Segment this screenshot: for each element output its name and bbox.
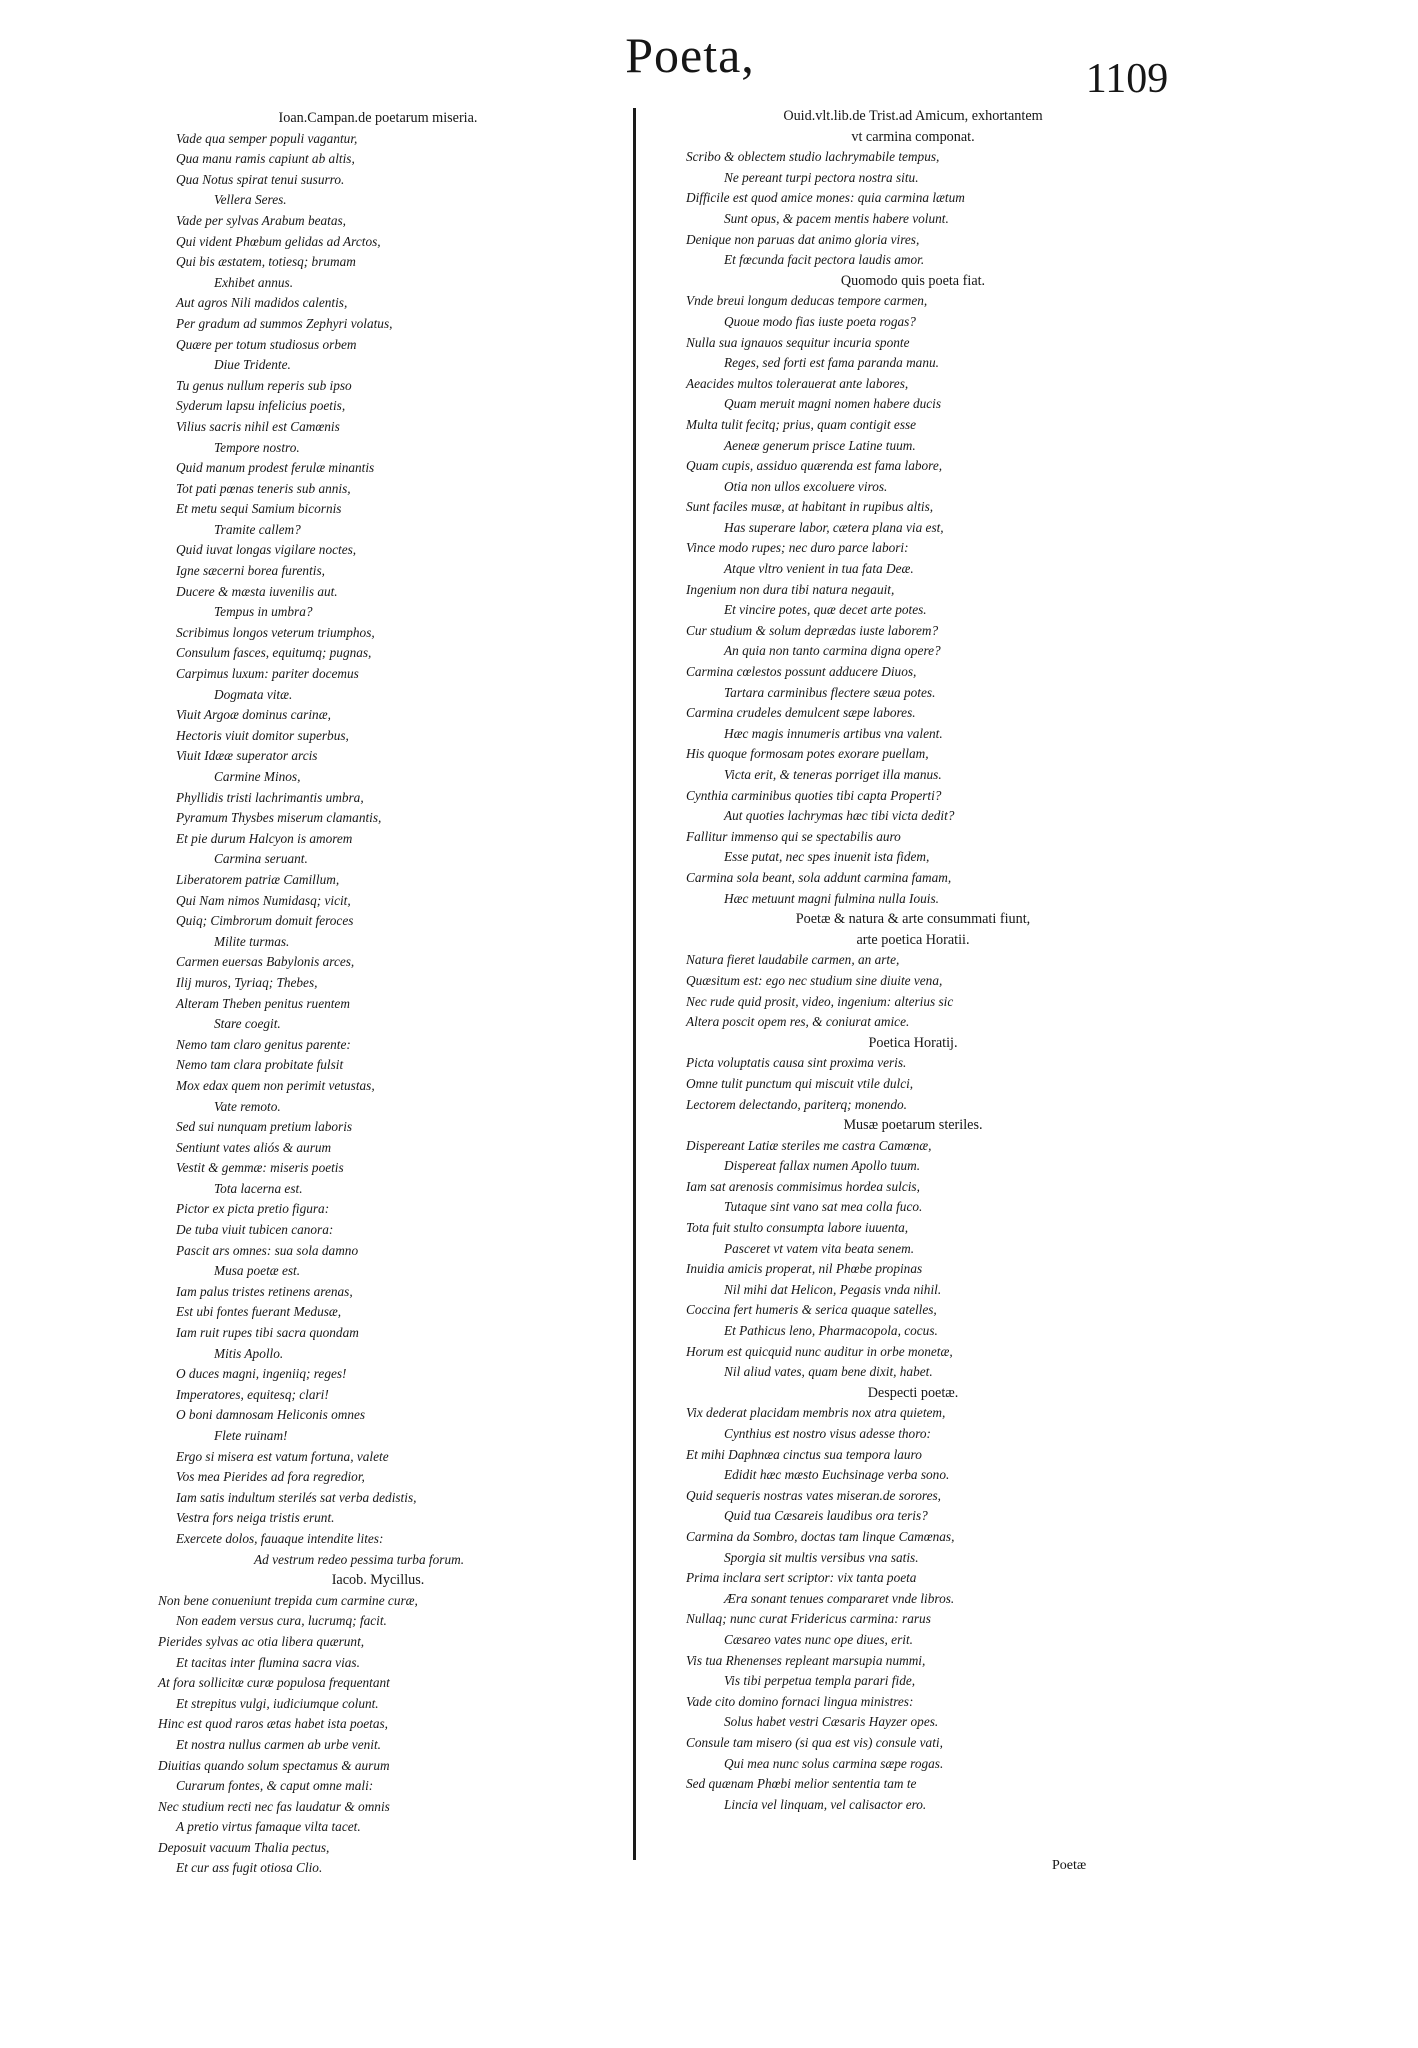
verse-line: Nulla sua ignauos sequitur incuria sponte: [686, 334, 910, 350]
verse-line: De tuba viuit tubicen canora:: [176, 1222, 334, 1238]
verse-line: Quære per totum studiosus orbem: [176, 336, 357, 352]
verse-line: Qui mea nunc solus carmina sæpe rogas.: [724, 1755, 944, 1771]
verse-line: Et vincire potes, quæ decet arte potes.: [724, 602, 927, 618]
verse-line: Hæc metuunt magni fulmina nulla Iouis.: [724, 890, 939, 906]
verse-line: Syderum lapsu infelicius poetis,: [176, 398, 346, 414]
verse-line: Difficile est quod amice mones: quia carmina lætum: [686, 190, 965, 206]
verse-line: Fallitur immenso qui se spectabilis auro: [686, 828, 901, 844]
section-heading: Iacob. Mycillus.: [331, 1572, 425, 1589]
verse-line: O duces magni, ingeniiq; reges!: [176, 1366, 347, 1382]
section-heading: Ioan.Campan.de poetarum miseria.: [278, 110, 478, 126]
verse-line: Non eadem versus cura, lucrumq; facit.: [176, 1613, 387, 1629]
verse-line: Ne pereant turpi pectora nostra situ.: [724, 169, 919, 185]
verse-line: Et strepitus vulgi, iudiciumque colunt.: [176, 1695, 379, 1711]
verse-line: Hectoris viuit domitor superbus,: [176, 727, 349, 743]
verse-line: Deposuit vacuum Thalia pectus,: [158, 1839, 330, 1855]
verse-line: Lectorem delectando, pariterq; monendo.: [686, 1096, 907, 1112]
verse-line: Mox edax quem non perimit vetustas,: [176, 1077, 375, 1093]
verse-line: Iam ruit rupes tibi sacra quondam: [176, 1325, 359, 1341]
verse-line: Reges, sed forti est fama paranda manu.: [724, 355, 939, 371]
verse-line: Alteram Theben penitus ruentem: [176, 995, 350, 1011]
verse-line: Vade cito domino fornaci lingua ministres:: [686, 1693, 914, 1709]
verse-line: Victa erit, & teneras porriget illa manus.: [724, 767, 942, 782]
verse-line: Vade per sylvas Arabum beatas,: [176, 212, 347, 228]
verse-line: Carmine Minos,: [214, 769, 301, 784]
section-heading: Quomodo quis poeta fiat.: [840, 272, 986, 289]
section-heading: Musæ poetarum steriles.: [843, 1117, 983, 1134]
verse-line: Iam sat arenosis commisimus hordea sulcis,: [686, 1178, 920, 1194]
verse-line: An quia non tanto carmina digna opere?: [724, 643, 941, 659]
verse-line: Carmina cœlestos possunt adducere Diuos,: [686, 664, 917, 680]
verse-line: Tramite callem?: [214, 521, 301, 537]
verse-line: Sentiunt vates aliós & aurum: [176, 1139, 332, 1155]
verse-line: Qua Notus spirat tenui susurro.: [176, 171, 345, 187]
verse-line: Et pie durum Halcyon is amorem: [176, 830, 353, 846]
left-column: [158, 108, 598, 1879]
verse-line: Sed sui nunquam pretium laboris: [176, 1119, 353, 1135]
verse-line: Est ubi fontes fuerant Medusæ,: [176, 1304, 342, 1320]
verse-line: Vnde breui longum deducas tempore carmen,: [686, 293, 928, 309]
verse-line: Vis tua Rhenenses repleant marsupia nummi,: [686, 1652, 926, 1668]
verse-line: Esse putat, nec spes inuenit ista fidem,: [724, 849, 930, 865]
verse-line: Vix dederat placidam membris nox atra quietem,: [686, 1405, 946, 1421]
verse-line: Ingenium non dura tibi natura negauit,: [686, 581, 895, 597]
verse-line: O boni damnosam Heliconis omnes: [176, 1407, 366, 1423]
verse-line: Atque vltro venient in tua fata Deæ.: [724, 561, 914, 577]
verse-line: Hæc magis innumeris artibus vna valent.: [724, 725, 943, 741]
verse-line: Et Pathicus leno, Pharmacopola, cocus.: [724, 1323, 938, 1339]
verse-line: Carmina crudeles demulcent sæpe labores.: [686, 705, 916, 721]
verse-line: Nullaq; nunc curat Fridericus carmina: rarus: [686, 1611, 931, 1627]
verse-line: Picta voluptatis causa sint proxima veris.: [686, 1055, 907, 1071]
verse-line: Tutaque sint vano sat mea colla fuco.: [724, 1199, 923, 1215]
verse-line: Nil mihi dat Helicon, Pegasis vnda nihil.: [724, 1281, 942, 1297]
verse-line: Ergo si misera est vatum fortuna, valete: [176, 1448, 389, 1464]
running-head: Poeta,: [625, 27, 755, 83]
verse-line: Hinc est quod raros ætas habet ista poetas,: [158, 1716, 388, 1732]
column-divider: [633, 108, 636, 1860]
verse-line: Multa tulit fecitq; prius, quam contigit esse: [686, 416, 917, 432]
verse-line: Consulum fasces, equitumq; pugnas,: [176, 645, 372, 661]
verse-line: Otia non ullos excoluere viros.: [724, 478, 888, 494]
verse-line: Et metu sequi Samium bicornis: [176, 501, 342, 517]
verse-line: Dispereant Latiæ steriles me castra Camœnæ,: [686, 1137, 932, 1153]
verse-line: Edidit hæc mæsto Euchsinage verba sono.: [724, 1467, 950, 1483]
verse-line: Sed quænam Phœbi melior sententia tam te: [686, 1776, 917, 1792]
verse-line: Nil aliud vates, quam bene dixit, habet.: [724, 1364, 933, 1380]
verse-line: Cynthia carminibus quoties tibi capta Properti?: [686, 787, 942, 803]
verse-line: Inuidia amicis properat, nil Phœbe propinas: [686, 1261, 923, 1277]
page-number: 1109: [1085, 56, 1169, 102]
verse-line: Quid iuvat longas vigilare noctes,: [176, 542, 357, 558]
verse-line: Per gradum ad summos Zephyri volatus,: [176, 315, 393, 331]
verse-line: Sunt faciles musæ, at habitant in rupibus altis,: [686, 499, 934, 515]
verse-line: Vos mea Pierides ad fora regredior,: [176, 1469, 365, 1485]
verse-line: Cynthius est nostro visus adesse thoro:: [724, 1426, 931, 1441]
verse-line: Prima inclara sert scriptor: vix tanta poeta: [686, 1570, 917, 1586]
verse-line: Tot pati pœnas teneris sub annis,: [176, 480, 351, 496]
verse-line: Æra sonant tenues compararet vnde libros.: [724, 1590, 955, 1606]
verse-line: Tempus in umbra?: [214, 604, 313, 620]
verse-line: Pictor ex picta pretio figura:: [176, 1201, 330, 1217]
verse-line: Lincia vel linquam, vel calisactor ero.: [724, 1796, 927, 1812]
verse-line: Quid sequeris nostras vates miseran.de sorores,: [686, 1487, 941, 1503]
verse-line: Nemo tam clara probitate fulsit: [176, 1057, 344, 1073]
verse-line: Carpimus luxum: pariter docemus: [176, 666, 359, 682]
verse-line: Dispereat fallax numen Apollo tuum.: [724, 1158, 921, 1174]
verse-line: Natura fieret laudabile carmen, an arte,: [686, 952, 900, 968]
verse-line: Pyramum Thysbes miserum clamantis,: [176, 810, 382, 826]
verse-line: Exercete dolos, fauaque intendite lites:: [176, 1530, 384, 1546]
verse-line: Et tacitas inter flumina sacra vias.: [176, 1654, 360, 1670]
verse-line: Carmen euersas Babylonis arces,: [176, 954, 355, 970]
verse-line: Altera poscit opem res, & coniurat amice.: [686, 1014, 910, 1030]
verse-line: Igne sæcerni borea furentis,: [176, 563, 325, 579]
verse-line: Quiq; Cimbrorum domuit feroces: [176, 913, 354, 929]
verse-line: Curarum fontes, & caput omne mali:: [176, 1778, 374, 1794]
section-heading: Poetæ & natura & arte consummati fiunt,: [795, 911, 1031, 928]
section-heading: Ouid.vlt.lib.de Trist.ad Amicum, exhortantem: [783, 108, 1043, 124]
verse-line: Exhibet annus.: [214, 274, 294, 290]
verse-line: Tota lacerna est.: [214, 1180, 303, 1196]
verse-line: At fora sollicitæ curæ populosa frequentant: [158, 1675, 390, 1691]
verse-line: Vis tibi perpetua templa parari fide,: [724, 1673, 916, 1689]
verse-line: Qui Nam nimos Numidasq; vicit,: [176, 892, 351, 908]
verse-line: Coccina fert humeris & serica quaque satelles,: [686, 1302, 937, 1318]
verse-line: Viuit Argoæ dominus carinæ,: [176, 707, 331, 723]
verse-line: Vestra fors neiga tristis erunt.: [176, 1510, 335, 1526]
right-column: [668, 106, 1158, 1815]
verse-line: Pierides sylvas ac otia libera quærunt,: [158, 1633, 365, 1649]
section-heading: vt carmina componat.: [851, 128, 975, 145]
verse-line: Cæsareo vates nunc ope diues, erit.: [724, 1631, 913, 1647]
verse-line: Ducere & mæsta iuvenilis aut.: [176, 583, 338, 599]
verse-line: Pasceret vt vatem vita beata senem.: [724, 1240, 915, 1256]
verse-line: Carmina da Sombro, doctas tam linque Camœnas,: [686, 1528, 955, 1544]
verse-line: Aeacides multos tolerauerat ante labores,: [686, 375, 909, 391]
verse-line: Diue Tridente.: [214, 357, 291, 373]
verse-line: Liberatorem patriæ Camillum,: [176, 871, 340, 887]
verse-line: Denique non paruas dat animo gloria vires,: [686, 231, 920, 247]
verse-line: Ilij muros, Tyriaq; Thebes,: [176, 974, 318, 990]
verse-line: Qui vident Phœbum gelidas ad Arctos,: [176, 233, 381, 249]
verse-line: Nemo tam claro genitus parente:: [176, 1036, 351, 1052]
verse-line: Carmina seruant.: [214, 851, 308, 867]
verse-line: Carmina sola beant, sola addunt carmina famam,: [686, 869, 952, 885]
verse-line: Consule tam misero (si qua est vis) consule vati,: [686, 1734, 943, 1750]
verse-line: Vilius sacris nihil est Camœnis: [176, 418, 340, 434]
verse-line: Vate remoto.: [214, 1098, 281, 1114]
verse-line: Tota fuit stulto consumpta labore iuuenta,: [686, 1220, 909, 1236]
verse-line: Mitis Apollo.: [214, 1345, 284, 1361]
verse-line: Viuit Idææ superator arcis: [176, 748, 318, 764]
verse-line: Et nostra nullus carmen ab urbe venit.: [176, 1736, 381, 1752]
verse-line: Qui bis æstatem, totiesq; brumam: [176, 254, 356, 270]
verse-line: Cur studium & solum deprædas iuste laborem?: [686, 622, 939, 638]
verse-line: Vellera Seres.: [214, 192, 287, 208]
verse-line: Flete ruinam!: [214, 1428, 288, 1443]
verse-line: Iam satis indultum sterilés sat verba dedistis,: [176, 1489, 417, 1505]
verse-line: Non bene conueniunt trepida cum carmine curæ,: [158, 1592, 418, 1608]
verse-line: Aut agros Nili madidos calentis,: [176, 295, 348, 311]
verse-line: Vade qua semper populi vagantur,: [176, 130, 358, 146]
verse-line: Nec studium recti nec fas laudatur & omnis: [158, 1798, 390, 1814]
verse-line: Scribimus longos veterum triumphos,: [176, 624, 375, 640]
verse-line: Imperatores, equitesq; clari!: [176, 1386, 329, 1402]
verse-line: Solus habet vestri Cæsaris Hayzer opes.: [724, 1714, 939, 1730]
verse-line: Sporgia sit multis versibus vna satis.: [724, 1549, 919, 1565]
verse-line: Musa poetæ est.: [214, 1263, 301, 1279]
section-heading: Despecti poetæ.: [867, 1384, 959, 1401]
verse-line: Tu genus nullum reperis sub ipso: [176, 377, 352, 393]
verse-line: Quæsitum est: ego nec studium sine diuite vena,: [686, 972, 943, 988]
verse-line: A pretio virtus famaque vilta tacet.: [176, 1819, 361, 1835]
section-heading: arte poetica Horatii.: [856, 931, 970, 948]
verse-line: Et cur ass fugit otiosa Clio.: [176, 1860, 323, 1876]
verse-line: Horum est quicquid nunc auditur in orbe monetæ,: [686, 1343, 953, 1359]
verse-line: Scribo & oblectem studio lachrymabile tempus,: [686, 149, 940, 165]
verse-line: Pascit ars omnes: sua sola damno: [176, 1242, 359, 1258]
verse-line: Stare coegit.: [214, 1016, 281, 1032]
verse-line: Et fœcunda facit pectora laudis amor.: [724, 252, 925, 268]
verse-line: Nec rude quid prosit, video, ingenium: alterius sic: [686, 993, 954, 1009]
verse-line: Aut quoties lachrymas hæc tibi victa dedit?: [724, 808, 955, 824]
verse-line: Sunt opus, & pacem mentis habere volunt.: [724, 210, 949, 226]
verse-line: Quam meruit magni nomen habere ducis: [724, 396, 942, 412]
verse-line: Tartara carminibus flectere sæua potes.: [724, 684, 936, 700]
verse-line: His quoque formosam potes exorare puellam,: [686, 746, 929, 762]
verse-line: Phyllidis tristi lachrimantis umbra,: [176, 789, 364, 805]
verse-line: Ad vestrum redeo pessima turba forum.: [254, 1551, 465, 1567]
verse-line: Et mihi Daphnæa cinctus sua tempora lauro: [686, 1446, 922, 1462]
verse-line: Diuitias quando solum spectamus & aurum: [158, 1757, 390, 1773]
verse-line: Dogmata vitæ.: [214, 686, 293, 702]
verse-line: Milite turmas.: [214, 933, 290, 949]
verse-line: Iam palus tristes retinens arenas,: [176, 1283, 353, 1299]
verse-line: Quam cupis, assiduo quærenda est fama labore,: [686, 458, 943, 474]
verse-line: Quid tua Cæsareis laudibus ora teris?: [724, 1508, 928, 1524]
verse-line: Vince modo rupes; nec duro parce labori:: [686, 540, 909, 556]
verse-line: Vestit & gemmæ: miseris poetis: [176, 1160, 344, 1176]
catchword: Poetæ: [1052, 1858, 1087, 1873]
verse-line: Qua manu ramis capiunt ab altis,: [176, 151, 355, 167]
verse-line: Has superare labor, cætera plana via est,: [724, 519, 944, 535]
verse-line: Tempore nostro.: [214, 439, 300, 455]
section-heading: Poetica Horatij.: [868, 1034, 958, 1051]
verse-line: Quoue modo fias iuste poeta rogas?: [724, 313, 916, 329]
verse-line: Quid manum prodest ferulæ minantis: [176, 460, 375, 476]
verse-line: Omne tulit punctum qui miscuit vtile dulci,: [686, 1075, 914, 1091]
verse-line: Aeneæ generum prisce Latine tuum.: [724, 437, 916, 453]
